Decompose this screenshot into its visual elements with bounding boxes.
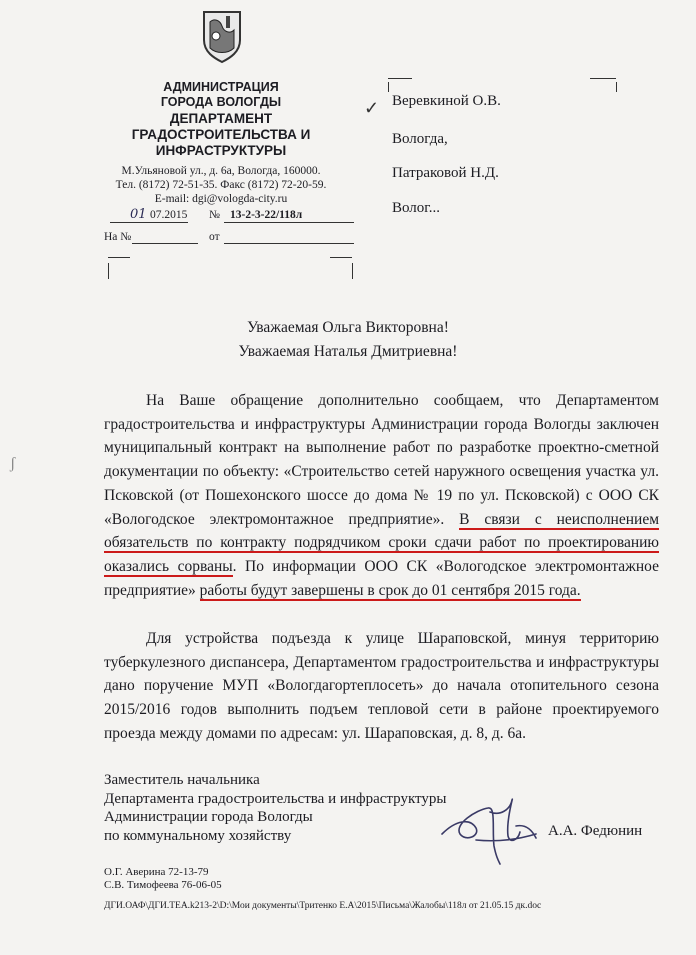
dept-line-3: ИНФРАСТРУКТУРЫ: [155, 143, 287, 158]
body-paragraph-2: Для устройства подъезда к улице Шараповской, минуя территорию туберкулезного диспансера, Департаментом градостроительства и инфраструктуры дано поручение МУП «Вологдагортеплосеть» до начала отопительного сезона 2015/2016 годов выполнить подъем тепловой сети в районе проектируемого проезда между домами по адресам: ул. Шараповская, д. 8, д. 6а.: [104, 630, 659, 742]
highlighted-text: В связи с неисполнением обязательств по контракту подрядчиком сроки сдачи работ по проектированию оказались сорваны: [104, 510, 660, 575]
email-line: E-mail: dgi@vologda-city.ru: [154, 193, 288, 205]
dept-line-2: ГРАДОСТРОИТЕЛЬСТВА И: [131, 127, 311, 142]
reg-number: 13-2-3-22/118л: [230, 209, 303, 221]
signer-position-line-4: по коммунальному хозяйству: [104, 827, 292, 844]
corner-mark: [108, 263, 109, 279]
signer-position-line-3: Администрации города Вологды: [104, 809, 313, 825]
reg-number-underline: [224, 222, 354, 223]
greeting-line-2: Уважаемая Наталья Дмитриевна!: [238, 343, 458, 360]
reply-date-line: [224, 243, 354, 244]
address-line: М.Ульяновой ул., д. 6а, Вологда, 160000.: [121, 165, 321, 177]
corner-mark: [590, 78, 616, 79]
org-line-1: АДМИНИСТРАЦИЯ: [163, 80, 279, 94]
reg-date: 07.2015: [150, 209, 188, 221]
dept-line-1: ДЕПАРТАМЕНТ: [169, 111, 273, 126]
executors-block: [104, 866, 222, 892]
org-line-2: ГОРОДА ВОЛОГДЫ: [160, 95, 282, 109]
executor-line-1: О.Г. Аверина 72-13-79: [104, 866, 209, 878]
recipient-name-2: Патраковой Н.Д.: [392, 165, 499, 181]
corner-mark: [388, 82, 389, 92]
paragraph-text: . По информации ООО СК «Вологодское электромонтажное предприятие»: [104, 557, 659, 599]
highlighted-text: работы будут завершены в срок до 01 сентября 2015 года.: [199, 581, 581, 599]
recipient-city-1: Вологда,: [392, 131, 448, 147]
reply-number-line: [132, 243, 198, 244]
corner-mark: [388, 78, 412, 79]
organization-name: [96, 80, 346, 110]
recipient-city-2: Волог...: [392, 200, 441, 216]
reply-from-label: от: [209, 231, 220, 243]
signer-name: А.А. Федюнин: [548, 823, 643, 839]
vologda-coat-of-arms-icon: [200, 8, 244, 64]
corner-mark: [108, 257, 130, 258]
margin-mark: ʃ: [10, 455, 16, 472]
reply-label: На №: [104, 231, 132, 243]
corner-mark: [352, 263, 353, 279]
check-mark-icon: ✓: [364, 98, 380, 118]
department-name: [96, 111, 346, 159]
corner-mark: [330, 257, 352, 258]
reg-day: 01: [130, 207, 147, 222]
reg-number-label: №: [209, 209, 220, 221]
body-paragraph-1: [104, 389, 659, 602]
file-path-footer: ДГИ.ОАФ\ДГИ.ТЕА.k213-2\D:\Мои документы\Тритенко Е.А\2015\Письма\Жалобы\118л от 21.05.15 дк.doc: [104, 901, 542, 911]
signer-position-line-2: Департамента градостроительства и инфраструктуры: [104, 790, 447, 807]
executor-line-2: С.В. Тимофеева 76-06-05: [104, 879, 222, 891]
signer-position-line-1: Заместитель начальника: [104, 772, 260, 788]
signature-title-block: [104, 771, 447, 845]
phones-line: Тел. (8172) 72-51-35. Факс (8172) 72-20-59.: [115, 179, 327, 191]
paragraph-text: На Ваше обращение дополнительно сообщаем, что Департаментом градостроительства и инфраструктуры Администрации города Вологды заключен муниципальный контракт на выполнение работ по разработке проектно-сметной документации по объекту: «Строительство сетей наружного освещения участка ул. Псковской (от Пошехонского шоссе до дома № 19 по ул. Псковской) с ООО СК «Вологодское электромонтажное предприятие».: [104, 392, 659, 528]
department-contacts: [96, 164, 346, 206]
reg-date-underline: [110, 222, 188, 223]
handwritten-signature: [436, 790, 546, 870]
greeting-line-1: Уважаемая Ольга Викторовна!: [247, 319, 449, 336]
corner-mark: [616, 82, 617, 92]
recipient-name-1: Веревкиной О.В.: [392, 93, 501, 109]
